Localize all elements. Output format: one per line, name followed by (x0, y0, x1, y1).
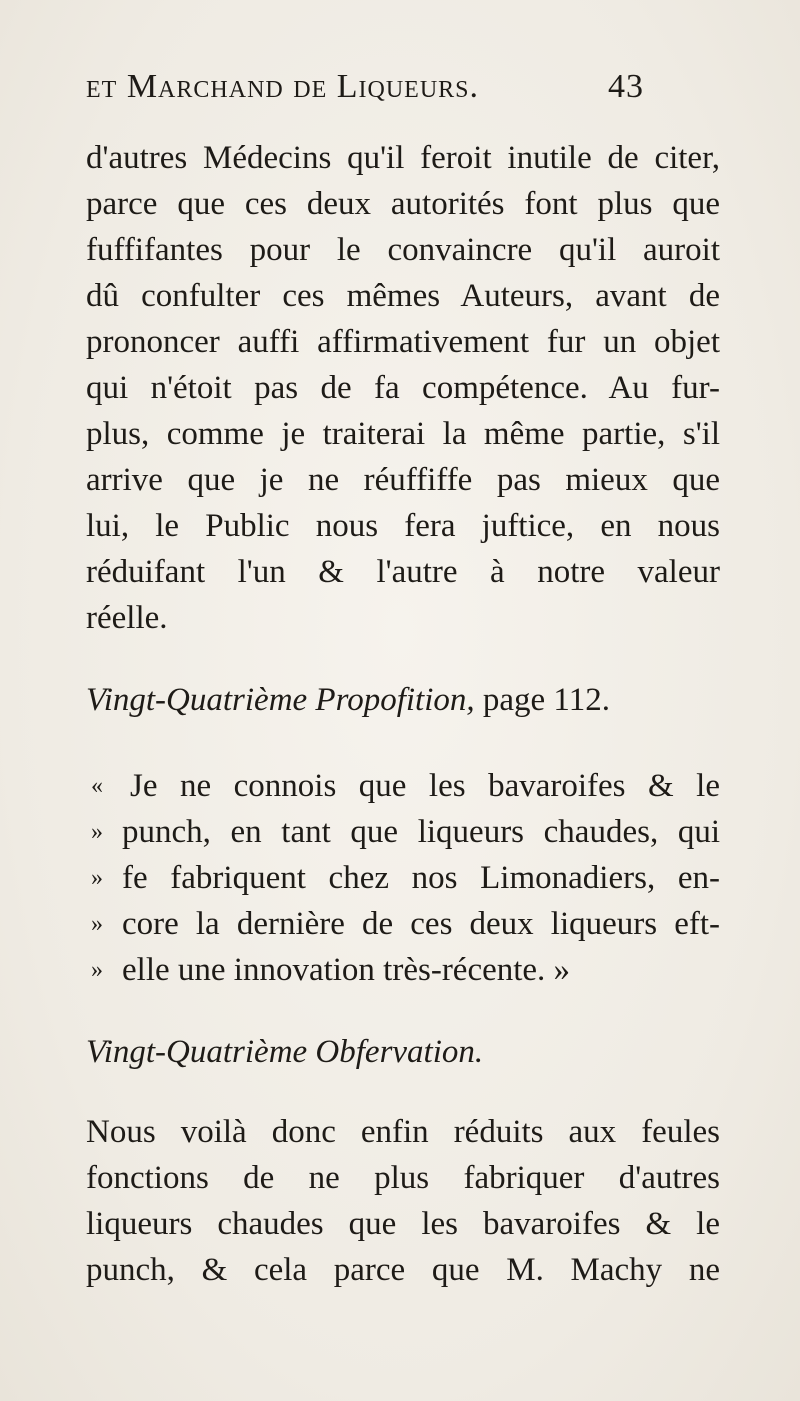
paragraph2-line-1: Nous voilà donc enfin réduits aux feules (86, 1114, 720, 1150)
paragraph1-line-7: plus, comme je traiterai la même partie, s'il (86, 416, 720, 452)
section-heading-observation (86, 1030, 483, 1074)
quote-line-2: punch, en tant que liqueurs chaudes, qui (122, 814, 720, 850)
paragraph1-line-5: prononcer auffi affirmativement fur un objet (86, 324, 720, 360)
paragraph1-line-6: qui n'étoit pas de fa compétence. Au fur- (86, 370, 720, 406)
paragraph1-line-11: réelle. (86, 600, 168, 636)
quote-line-4: core la dernière de ces deux liqueurs eft- (122, 906, 720, 942)
paragraph1-line-4: dû confulter ces mêmes Auteurs, avant de (86, 278, 720, 314)
page-number: 43 (608, 68, 644, 105)
header-word-marchand: Marchand (126, 68, 284, 105)
heading1-title: Vingt-Quatrième Propofition, (86, 682, 475, 718)
header-prefix: et (86, 68, 118, 105)
quote-mark-3: » (91, 865, 103, 891)
quote-line-5: elle une innovation très-récente. » (122, 952, 571, 988)
paragraph1-line-2: parce que ces deux autorités font plus que (86, 186, 720, 222)
header-word-liqueurs: Liqueurs. (336, 68, 480, 105)
quote-line-3: fe fabriquent chez nos Limonadiers, en- (122, 860, 720, 896)
paragraph1-line-3: fuffifantes pour le convaincre qu'il auroit (86, 232, 720, 268)
heading2-title: Vingt-Quatrième Obfervation. (86, 1034, 484, 1070)
paragraph1-line-8: arrive que je ne réuffiffe pas mieux que (86, 462, 720, 498)
paragraph2-line-2: fonctions de ne plus fabriquer d'autres (86, 1160, 720, 1196)
paragraph2-line-3: liqueurs chaudes que les bavaroifes & le (86, 1206, 720, 1242)
paragraph2-line-4: punch, & cela parce que M. Machy ne (86, 1252, 720, 1288)
quote-mark-5: » (91, 957, 103, 983)
header-word-de: de (293, 68, 328, 105)
quote-mark-4: » (91, 911, 103, 937)
quote-mark-1: « (91, 773, 103, 799)
paragraph1-line-1: d'autres Médecins qu'il feroit inutile de citer, (86, 140, 720, 176)
paragraph1-line-10: réduifant l'un & l'autre à notre valeur (86, 554, 720, 590)
section-heading-proposition (86, 678, 610, 722)
paragraph1-line-9: lui, le Public nous fera juftice, en nous (86, 508, 720, 544)
running-header (86, 68, 726, 118)
quote-line-1: Je ne connois que les bavaroifes & le (130, 768, 720, 804)
quote-mark-2: » (91, 819, 103, 845)
heading1-page-ref: page 112. (474, 682, 610, 718)
